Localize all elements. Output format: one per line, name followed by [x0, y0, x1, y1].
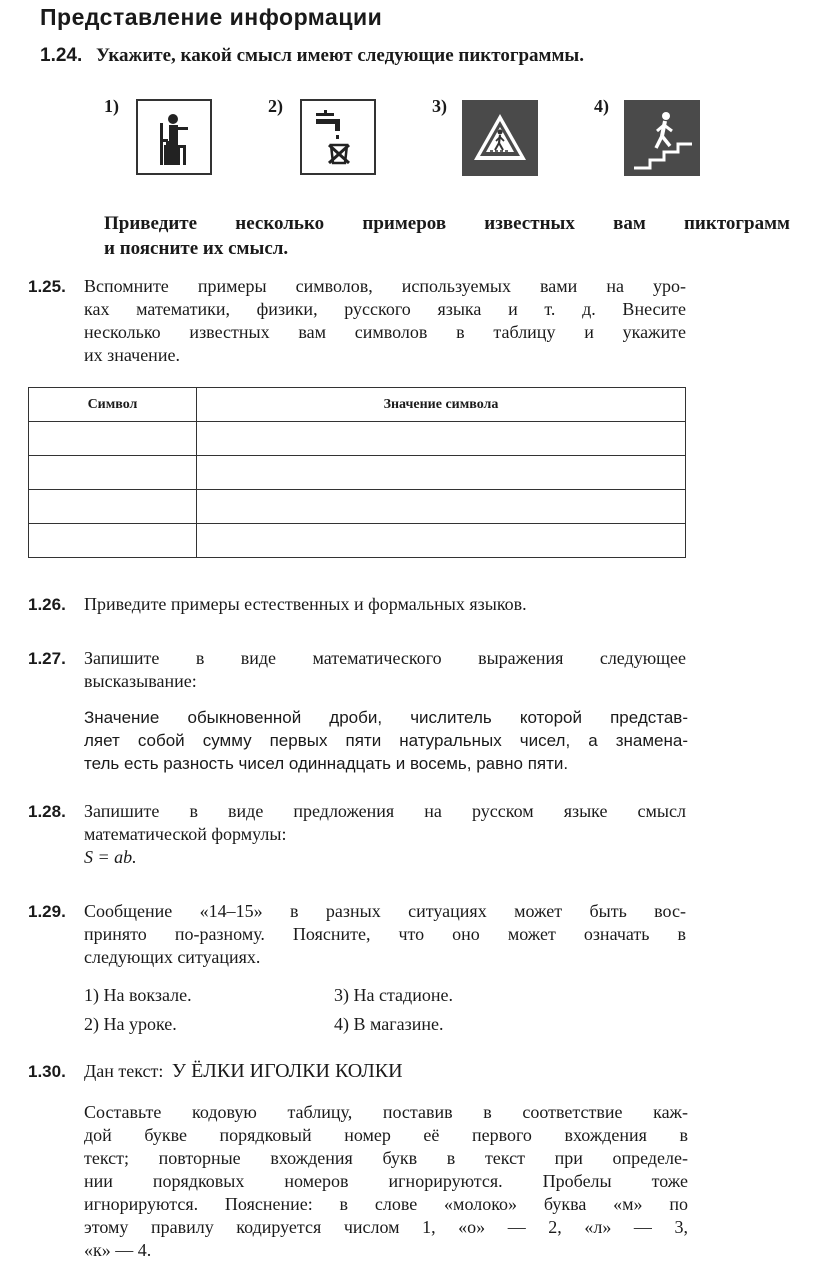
- table-cell[interactable]: [197, 422, 686, 456]
- stairs-down-exit-icon: [624, 100, 700, 176]
- table-cell[interactable]: [197, 456, 686, 490]
- text-line: игнорируются. Пояснение: в слове «молоко» буква «м» по: [84, 1194, 688, 1214]
- question-1-27: [28, 647, 686, 693]
- situation-item: 1) На вокзале.: [84, 985, 192, 1005]
- text-line: Запишите в виде предложения на русском языке смысл: [84, 801, 686, 821]
- text-line: Составьте кодовую таблицу, поставив в соответствие каж-: [84, 1102, 688, 1122]
- symbols-table: [28, 387, 686, 558]
- text-line: нии порядковых номеров игнорируются. Пробелы тоже: [84, 1171, 688, 1191]
- no-drinking-water-icon: [300, 99, 376, 175]
- pictogram-label-1: 1): [104, 96, 119, 116]
- question-1-30-body: [84, 1101, 688, 1262]
- question-text: Приведите примеры естественных и формальных языков.: [84, 594, 527, 614]
- pictogram-label-2: 2): [268, 96, 283, 116]
- text-line: высказывание:: [84, 671, 197, 691]
- question-number: 1.24.: [40, 45, 83, 66]
- situation-item: 4) В магазине.: [334, 1014, 444, 1034]
- question-1-24: [40, 44, 780, 67]
- table-cell[interactable]: [29, 490, 197, 524]
- text-line: их значение.: [84, 345, 180, 365]
- question-text: Укажите, какой смысл имеют следующие пиктограммы.: [96, 45, 584, 66]
- section-title: Представление информации: [40, 4, 383, 30]
- situation-item: 3) На стадионе.: [334, 985, 453, 1005]
- text-line: «к» — 4.: [84, 1240, 152, 1260]
- table-cell[interactable]: [29, 422, 197, 456]
- pictogram-label-4: 4): [594, 96, 609, 116]
- question-1-27-statement: [84, 706, 688, 775]
- question-1-24-follow-up: [104, 211, 790, 261]
- table-cell[interactable]: [29, 456, 197, 490]
- table-row: [29, 490, 686, 524]
- question-intro: Дан текст:: [84, 1061, 164, 1081]
- question-number: 1.27.: [28, 649, 66, 668]
- question-1-25: [28, 275, 686, 367]
- table-row: [29, 456, 686, 490]
- person-at-table-icon: [136, 99, 212, 175]
- text-line: следующих ситуациях.: [84, 947, 261, 967]
- text-line: ках математики, физики, русского языка и т. д. Внесите: [84, 299, 686, 319]
- question-1-30: [28, 1060, 728, 1083]
- table-cell[interactable]: [197, 490, 686, 524]
- question-number: 1.30.: [28, 1062, 66, 1081]
- table-header-symbol: Символ: [29, 388, 197, 422]
- math-formula: S = ab.: [84, 847, 137, 867]
- text-line: Вспомните примеры символов, используемых вами на уро-: [84, 276, 686, 296]
- question-number: 1.28.: [28, 802, 66, 821]
- table-cell[interactable]: [29, 524, 197, 558]
- table-header-meaning: Значение символа: [197, 388, 686, 422]
- text-line: Сообщение «14–15» в разных ситуациях может быть вос-: [84, 901, 686, 921]
- text-line: несколько известных вам символов в таблицу и укажите: [84, 322, 686, 342]
- table-header-row: [29, 388, 686, 422]
- situation-item: 2) На уроке.: [84, 1014, 177, 1034]
- table-row: [29, 422, 686, 456]
- text-line: этому правилу кодируется числом 1, «о» — 2, «л» — 3,: [84, 1217, 688, 1237]
- text-line: текст; повторные вхождения букв в текст при определе-: [84, 1148, 688, 1168]
- table-cell[interactable]: [197, 524, 686, 558]
- question-number: 1.25.: [28, 277, 66, 296]
- text-line: тель есть разность чисел одиннадцать и восемь, равно пяти.: [84, 754, 569, 773]
- text-line: Приведите несколько примеров известных вам пиктограмм: [104, 213, 790, 234]
- text-line: Значение обыкновенной дроби, числитель которой представ-: [84, 708, 688, 727]
- text-line: дой букве порядковый номер её первого вхождения в: [84, 1125, 688, 1145]
- text-line: математической формулы:: [84, 824, 287, 844]
- text-line: ляет собой сумму первых пяти натуральных чисел, а знамена-: [84, 731, 688, 750]
- given-text: У ЁЛКИ ИГОЛКИ КОЛКИ: [171, 1060, 403, 1082]
- text-line: принято по-разному. Поясните, что оно может означать в: [84, 924, 686, 944]
- question-1-29: [28, 900, 686, 969]
- question-number: 1.29.: [28, 902, 66, 921]
- text-line: и поясните их смысл.: [104, 238, 289, 259]
- question-1-26: [28, 593, 708, 616]
- question-number: 1.26.: [28, 595, 66, 614]
- pedestrian-crossing-sign-icon: [462, 100, 538, 176]
- table-row: [29, 524, 686, 558]
- text-line: Запишите в виде математического выражения следующее: [84, 648, 686, 668]
- pictogram-label-3: 3): [432, 96, 447, 116]
- question-1-28: [28, 800, 686, 869]
